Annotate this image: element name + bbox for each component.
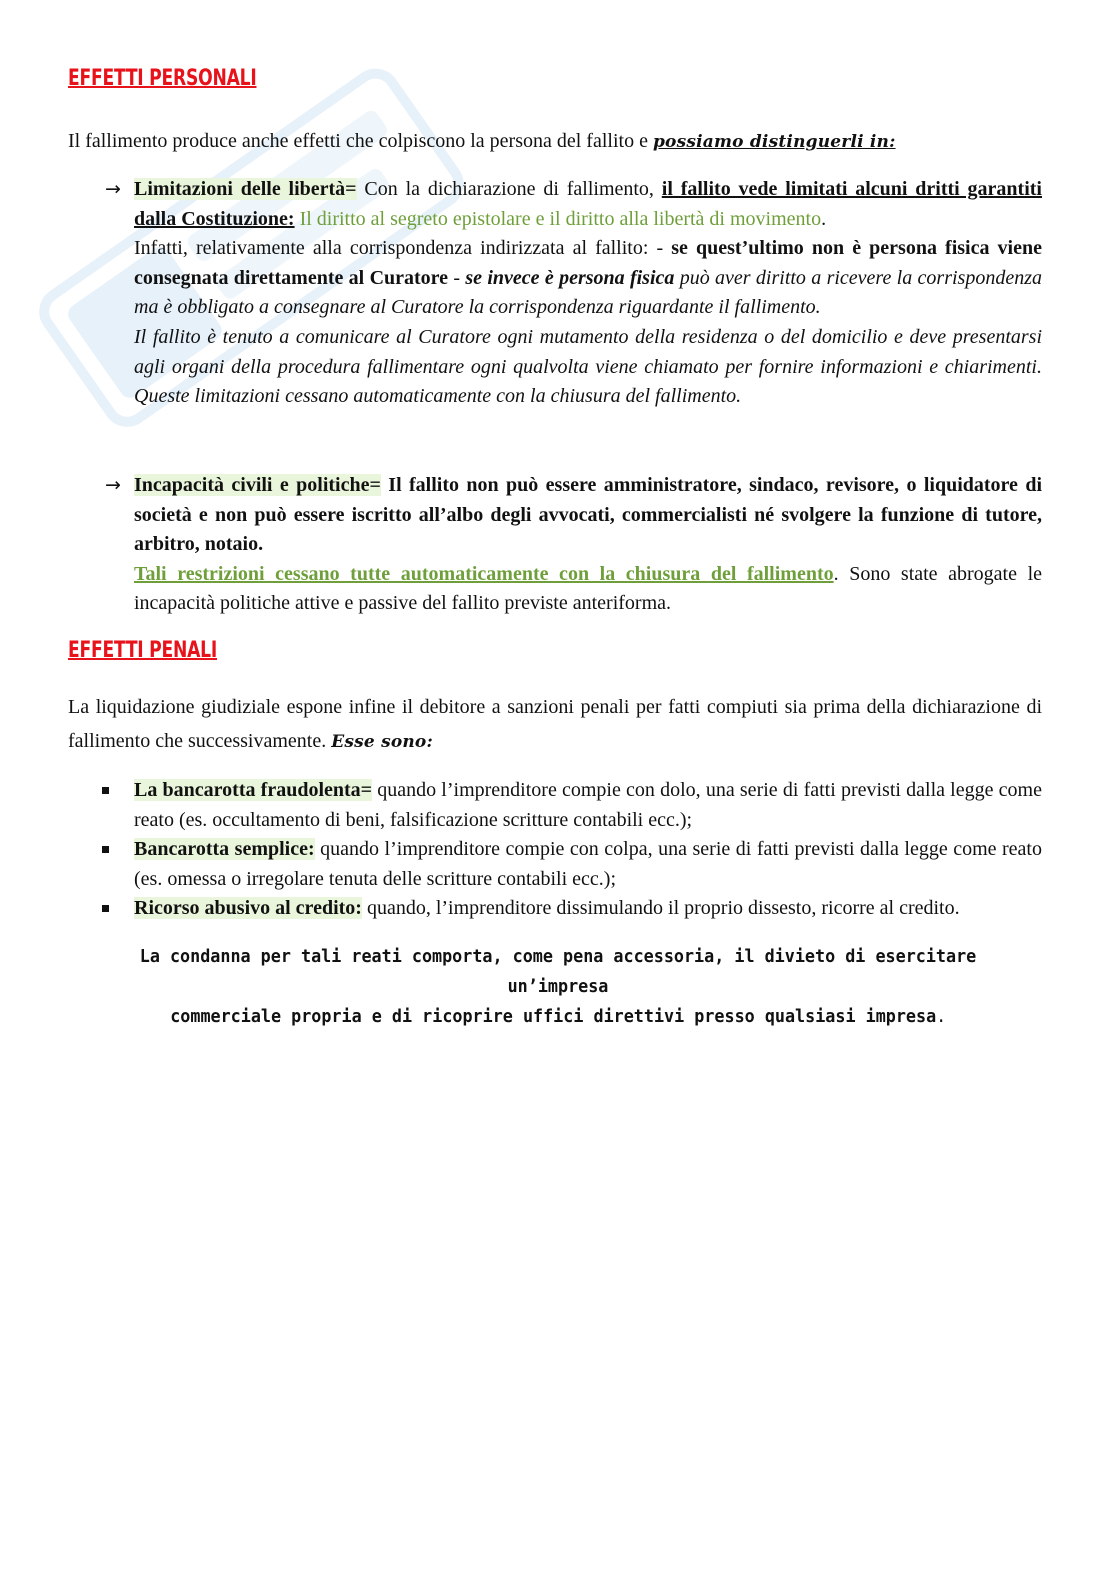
item-period: . (821, 207, 827, 230)
bullet-square-icon (102, 846, 109, 853)
item-label: Limitazioni delle libertà= (134, 178, 357, 200)
residence-paragraph: Il fallito è tenuto a comunicare al Curatore ogni mutamento della residenza o del domicilio e deve presentarsi agli organi della procedura fallimentare ogni qualvolta viene chiamato per fornire informazioni e chiarimenti. Queste limitazioni cessano automaticamente con la chiusura del fallimento. (134, 325, 1042, 408)
conclusion-line-1: La condanna per tali reati comporta, come pena accessoria, il divieto di esercitare un’impresa (139, 946, 977, 997)
intro-paragraph-personali (68, 124, 1042, 159)
correspondence-bold: se quest’ultimo non è persona fisica viene consegnata direttamente al Curatore (134, 237, 1042, 289)
list-item-bancarotta-fraudolenta (134, 776, 1042, 835)
arrow-icon: → (105, 178, 121, 200)
item-green-text: Tali restrizioni cessano tutte automaticamente con la chiusura del fallimento (134, 562, 834, 585)
intro-text: La liquidazione giudiziale espone infine il debitore a sanzioni penali per fatti compiuti sia prima della dichiarazione di fallimento che successivamente. (68, 696, 1042, 752)
item-label: Bancarotta semplice: (134, 838, 315, 860)
arrow-icon: → (105, 474, 121, 496)
item-text: Con la dichiarazione di fallimento, (356, 178, 662, 200)
item-bold-text: Il fallito non può essere amministratore, sindaco, revisore, o liquidatore di società e non può essere iscritto all’albo degli avvocati, commercialisti né svolgere la funzione di tutore, arbitro, notaio. (134, 474, 1042, 556)
intro-emphasis: possiamo distinguerli in: (652, 132, 896, 152)
intro-text: Il fallimento produce anche effetti che colpiscono la persona del fallito e (68, 130, 653, 152)
item-text: quando l’imprenditore compie con colpa, una serie di fatti previsti dalla legge come reato (es. omessa o irregolare tenuta delle scritture contabili ecc.); (134, 838, 1042, 890)
item-underlined-text: il fallito vede limitati alcuni dritti garantiti dalla Costituzione: (134, 178, 1042, 230)
correspondence-bolditalic: se invece è persona fisica (465, 266, 675, 289)
correspondence-italic: può aver diritto a ricevere la corrispondenza ma è obbligato a consegnare al Curatore la corrispondenza riguardante il fallimento. (134, 266, 1042, 319)
correspondence-text: Infatti, relativamente alla corrispondenza indirizzata al fallito: - (134, 237, 672, 260)
heading-effetti-personali: EFFETTI PERSONALI (68, 66, 257, 91)
item-green-text: Il diritto al segreto epistolare e il diritto alla libertà di movimento (294, 207, 822, 230)
list-item-ricorso-abusivo (134, 894, 1042, 924)
heading-effetti-penali: EFFETTI PENALI (68, 638, 218, 663)
intro-emphasis: Esse sono: (331, 732, 433, 752)
list-item-limitazioni (134, 175, 1042, 412)
list-item-incapacita (134, 471, 1042, 619)
item-text: . Sono state abrogate le incapacità politiche attive e passive del fallito previste anteriforma. (134, 562, 1043, 615)
item-label: Incapacità civili e politiche= (134, 474, 381, 496)
bullet-square-icon (102, 787, 109, 794)
conclusion-period: . (935, 1006, 947, 1027)
conclusion-line-2: commerciale propria e di ricoprire uffici direttivi presso qualsiasi impresa (169, 1006, 936, 1027)
item-label: Ricorso abusivo al credito: (134, 897, 362, 919)
item-text: quando, l’imprenditore dissimulando il proprio dissesto, ricorre al credito. (361, 897, 960, 919)
item-text: quando l’imprenditore compie con dolo, una serie di fatti previsti dalla legge come reato (es. occultamento di beni, falsificazione scritture contabili ecc.); (134, 779, 1042, 831)
intro-paragraph-penali (68, 690, 1042, 759)
conclusion-note (68, 942, 1048, 1032)
item-label: La bancarotta fraudolenta= (134, 779, 373, 801)
bullet-square-icon (102, 905, 109, 912)
list-item-bancarotta-semplice (134, 835, 1042, 894)
correspondence-dash: - (448, 266, 466, 289)
